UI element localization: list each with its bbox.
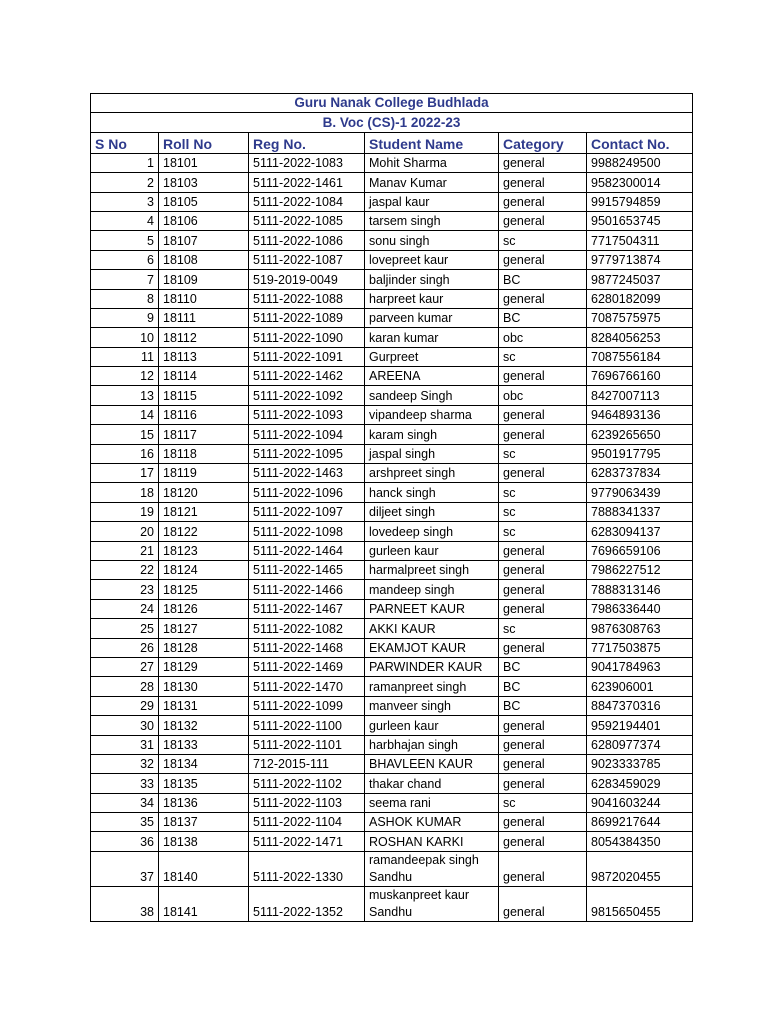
student-name-cell: diljeet singh	[365, 502, 499, 521]
reg-no-cell: 5111-2022-1096	[249, 483, 365, 502]
contact-no-cell: 9988249500	[587, 153, 693, 172]
table-row	[91, 444, 693, 463]
sno-cell: 14	[91, 405, 159, 424]
category-cell: obc	[499, 386, 587, 405]
student-name-cell: ASHOK KUMAR	[365, 813, 499, 832]
contact-no-cell: 7888313146	[587, 580, 693, 599]
sno-cell: 10	[91, 328, 159, 347]
contact-no-cell: 9501917795	[587, 444, 693, 463]
sno-cell: 26	[91, 638, 159, 657]
reg-no-cell: 5111-2022-1461	[249, 173, 365, 192]
table-row	[91, 793, 693, 812]
student-name-cell: gurleen kaur	[365, 541, 499, 560]
contact-no-cell: 8054384350	[587, 832, 693, 851]
sno-cell: 8	[91, 289, 159, 308]
sno-cell: 17	[91, 464, 159, 483]
contact-no-cell: 9592194401	[587, 716, 693, 735]
sno-cell: 18	[91, 483, 159, 502]
reg-no-cell: 5111-2022-1087	[249, 250, 365, 269]
reg-no-cell: 5111-2022-1094	[249, 425, 365, 444]
category-cell: BC	[499, 270, 587, 289]
roll-no-cell: 18106	[159, 211, 249, 230]
contact-no-cell: 6280977374	[587, 735, 693, 754]
table-row	[91, 386, 693, 405]
category-cell: general	[499, 464, 587, 483]
category-cell: sc	[499, 231, 587, 250]
contact-no-cell: 9915794859	[587, 192, 693, 211]
roll-no-cell: 18116	[159, 405, 249, 424]
category-cell: general	[499, 289, 587, 308]
sno-cell: 27	[91, 657, 159, 676]
roll-no-cell: 18117	[159, 425, 249, 444]
table-row	[91, 851, 693, 886]
student-name-cell: arshpreet singh	[365, 464, 499, 483]
reg-no-cell: 5111-2022-1466	[249, 580, 365, 599]
sno-cell: 23	[91, 580, 159, 599]
sno-cell: 16	[91, 444, 159, 463]
sno-cell: 28	[91, 677, 159, 696]
roll-no-cell: 18111	[159, 308, 249, 327]
title-row	[91, 94, 693, 113]
roll-no-cell: 18137	[159, 813, 249, 832]
reg-no-cell: 5111-2022-1463	[249, 464, 365, 483]
table-row	[91, 270, 693, 289]
table-row	[91, 832, 693, 851]
contact-no-cell: 7986227512	[587, 560, 693, 579]
student-name-cell: PARNEET KAUR	[365, 599, 499, 618]
table-row	[91, 677, 693, 696]
student-name-cell: harbhajan singh	[365, 735, 499, 754]
roll-no-cell: 18121	[159, 502, 249, 521]
category-cell: sc	[499, 502, 587, 521]
sno-cell: 36	[91, 832, 159, 851]
student-name-cell: EKAMJOT KAUR	[365, 638, 499, 657]
category-cell: general	[499, 754, 587, 773]
student-name-cell: AREENA	[365, 367, 499, 386]
student-name-cell: lovedeep singh	[365, 522, 499, 541]
category-cell: general	[499, 599, 587, 618]
contact-no-cell: 9815650455	[587, 886, 693, 921]
student-name-cell: gurleen kaur	[365, 716, 499, 735]
student-name-cell: vipandeep sharma	[365, 405, 499, 424]
roll-no-cell: 18127	[159, 619, 249, 638]
reg-no-cell: 5111-2022-1471	[249, 832, 365, 851]
contact-no-cell: 9872020455	[587, 851, 693, 886]
contact-no-cell: 6283737834	[587, 464, 693, 483]
roll-no-cell: 18109	[159, 270, 249, 289]
table-row	[91, 173, 693, 192]
table-row	[91, 308, 693, 327]
contact-no-cell: 9041784963	[587, 657, 693, 676]
table-row	[91, 657, 693, 676]
reg-no-cell: 5111-2022-1468	[249, 638, 365, 657]
header-row	[91, 132, 693, 153]
student-name-cell: jaspal kaur	[365, 192, 499, 211]
category-cell: general	[499, 367, 587, 386]
contact-no-cell: 9501653745	[587, 211, 693, 230]
roll-no-cell: 18115	[159, 386, 249, 405]
sno-cell: 35	[91, 813, 159, 832]
column-header-contact-no: Contact No.	[587, 132, 693, 153]
contact-no-cell: 7986336440	[587, 599, 693, 618]
category-cell: general	[499, 638, 587, 657]
category-cell: sc	[499, 793, 587, 812]
reg-no-cell: 5111-2022-1089	[249, 308, 365, 327]
table-row	[91, 328, 693, 347]
student-name-cell: mandeep singh	[365, 580, 499, 599]
sno-cell: 31	[91, 735, 159, 754]
contact-no-cell: 8847370316	[587, 696, 693, 715]
roll-no-cell: 18135	[159, 774, 249, 793]
category-cell: BC	[499, 696, 587, 715]
roll-no-cell: 18101	[159, 153, 249, 172]
sno-cell: 30	[91, 716, 159, 735]
table-row	[91, 289, 693, 308]
category-cell: general	[499, 716, 587, 735]
contact-no-cell: 9876308763	[587, 619, 693, 638]
sno-cell: 12	[91, 367, 159, 386]
reg-no-cell: 5111-2022-1098	[249, 522, 365, 541]
table-row	[91, 754, 693, 773]
reg-no-cell: 5111-2022-1088	[249, 289, 365, 308]
student-name-cell: AKKI KAUR	[365, 619, 499, 638]
student-name-cell: harmalpreet singh	[365, 560, 499, 579]
table-row	[91, 696, 693, 715]
category-cell: sc	[499, 483, 587, 502]
table-row	[91, 483, 693, 502]
reg-no-cell: 5111-2022-1102	[249, 774, 365, 793]
sno-cell: 38	[91, 886, 159, 921]
category-cell: general	[499, 173, 587, 192]
sno-cell: 9	[91, 308, 159, 327]
roll-no-cell: 18138	[159, 832, 249, 851]
category-cell: general	[499, 813, 587, 832]
reg-no-cell: 5111-2022-1101	[249, 735, 365, 754]
student-name-cell: manveer singh	[365, 696, 499, 715]
contact-no-cell: 9877245037	[587, 270, 693, 289]
sno-cell: 24	[91, 599, 159, 618]
reg-no-cell: 5111-2022-1085	[249, 211, 365, 230]
student-name-cell: BHAVLEEN KAUR	[365, 754, 499, 773]
sno-cell: 20	[91, 522, 159, 541]
sno-cell: 37	[91, 851, 159, 886]
reg-no-cell: 5111-2022-1464	[249, 541, 365, 560]
category-cell: general	[499, 153, 587, 172]
table-row	[91, 580, 693, 599]
contact-no-cell: 623906001	[587, 677, 693, 696]
category-cell: general	[499, 886, 587, 921]
contact-no-cell: 9041603244	[587, 793, 693, 812]
roll-no-cell: 18108	[159, 250, 249, 269]
column-header-category: Category	[499, 132, 587, 153]
table-row	[91, 886, 693, 921]
roll-no-cell: 18123	[159, 541, 249, 560]
student-name-cell: ramanpreet singh	[365, 677, 499, 696]
category-cell: general	[499, 192, 587, 211]
roll-no-cell: 18112	[159, 328, 249, 347]
student-name-cell: hanck singh	[365, 483, 499, 502]
student-name-cell: lovepreet kaur	[365, 250, 499, 269]
college-title: Guru Nanak College Budhlada	[91, 94, 693, 113]
reg-no-cell: 5111-2022-1099	[249, 696, 365, 715]
table-row	[91, 192, 693, 211]
roll-no-cell: 18129	[159, 657, 249, 676]
category-cell: general	[499, 851, 587, 886]
sno-cell: 29	[91, 696, 159, 715]
table-row	[91, 211, 693, 230]
category-cell: general	[499, 211, 587, 230]
student-name-cell: baljinder singh	[365, 270, 499, 289]
contact-no-cell: 7696766160	[587, 367, 693, 386]
sno-cell: 1	[91, 153, 159, 172]
contact-no-cell: 7696659106	[587, 541, 693, 560]
student-name-cell: muskanpreet kaur Sandhu	[365, 886, 499, 921]
roll-no-cell: 18120	[159, 483, 249, 502]
column-header-sno: S No	[91, 132, 159, 153]
reg-no-cell: 5111-2022-1330	[249, 851, 365, 886]
sno-cell: 21	[91, 541, 159, 560]
contact-no-cell: 7717504311	[587, 231, 693, 250]
table-row	[91, 231, 693, 250]
table-row	[91, 425, 693, 444]
contact-no-cell: 6280182099	[587, 289, 693, 308]
reg-no-cell: 5111-2022-1090	[249, 328, 365, 347]
reg-no-cell: 5111-2022-1467	[249, 599, 365, 618]
reg-no-cell: 519-2019-0049	[249, 270, 365, 289]
sno-cell: 13	[91, 386, 159, 405]
roll-no-cell: 18134	[159, 754, 249, 773]
category-cell: sc	[499, 347, 587, 366]
sno-cell: 15	[91, 425, 159, 444]
category-cell: general	[499, 580, 587, 599]
student-name-cell: jaspal singh	[365, 444, 499, 463]
category-cell: BC	[499, 308, 587, 327]
table-row	[91, 464, 693, 483]
category-cell: general	[499, 560, 587, 579]
sno-cell: 19	[91, 502, 159, 521]
student-name-cell: harpreet kaur	[365, 289, 499, 308]
contact-no-cell: 8284056253	[587, 328, 693, 347]
table-row	[91, 522, 693, 541]
roll-no-cell: 18128	[159, 638, 249, 657]
reg-no-cell: 5111-2022-1469	[249, 657, 365, 676]
contact-no-cell: 8427007113	[587, 386, 693, 405]
table-row	[91, 502, 693, 521]
contact-no-cell: 7717503875	[587, 638, 693, 657]
student-name-cell: seema rani	[365, 793, 499, 812]
column-header-student-name: Student Name	[365, 132, 499, 153]
table-row	[91, 367, 693, 386]
reg-no-cell: 5111-2022-1082	[249, 619, 365, 638]
roll-no-cell: 18136	[159, 793, 249, 812]
roll-no-cell: 18114	[159, 367, 249, 386]
student-name-cell: Mohit Sharma	[365, 153, 499, 172]
reg-no-cell: 5111-2022-1086	[249, 231, 365, 250]
contact-no-cell: 9582300014	[587, 173, 693, 192]
contact-no-cell: 7087556184	[587, 347, 693, 366]
roll-no-cell: 18124	[159, 560, 249, 579]
contact-no-cell: 9464893136	[587, 405, 693, 424]
sno-cell: 34	[91, 793, 159, 812]
roll-no-cell: 18118	[159, 444, 249, 463]
column-header-reg-no: Reg No.	[249, 132, 365, 153]
table-row	[91, 250, 693, 269]
table-row	[91, 560, 693, 579]
student-list-table	[90, 93, 693, 922]
category-cell: sc	[499, 619, 587, 638]
table-row	[91, 774, 693, 793]
table-row	[91, 716, 693, 735]
reg-no-cell: 5111-2022-1104	[249, 813, 365, 832]
sno-cell: 6	[91, 250, 159, 269]
contact-no-cell: 7087575975	[587, 308, 693, 327]
table-row	[91, 541, 693, 560]
subtitle-row	[91, 113, 693, 132]
sno-cell: 11	[91, 347, 159, 366]
roll-no-cell: 18113	[159, 347, 249, 366]
category-cell: general	[499, 541, 587, 560]
student-name-cell: sonu singh	[365, 231, 499, 250]
roll-no-cell: 18140	[159, 851, 249, 886]
category-cell: general	[499, 425, 587, 444]
reg-no-cell: 5111-2022-1100	[249, 716, 365, 735]
reg-no-cell: 5111-2022-1084	[249, 192, 365, 211]
category-cell: general	[499, 735, 587, 754]
reg-no-cell: 5111-2022-1092	[249, 386, 365, 405]
reg-no-cell: 5111-2022-1465	[249, 560, 365, 579]
roll-no-cell: 18107	[159, 231, 249, 250]
roll-no-cell: 18126	[159, 599, 249, 618]
sno-cell: 2	[91, 173, 159, 192]
reg-no-cell: 5111-2022-1093	[249, 405, 365, 424]
reg-no-cell: 5111-2022-1103	[249, 793, 365, 812]
sno-cell: 5	[91, 231, 159, 250]
table-row	[91, 638, 693, 657]
table-row	[91, 813, 693, 832]
reg-no-cell: 5111-2022-1091	[249, 347, 365, 366]
table-row	[91, 735, 693, 754]
category-cell: general	[499, 832, 587, 851]
roll-no-cell: 18130	[159, 677, 249, 696]
sno-cell: 33	[91, 774, 159, 793]
sno-cell: 3	[91, 192, 159, 211]
contact-no-cell: 6283094137	[587, 522, 693, 541]
reg-no-cell: 5111-2022-1083	[249, 153, 365, 172]
student-name-cell: karam singh	[365, 425, 499, 444]
roll-no-cell: 18132	[159, 716, 249, 735]
roll-no-cell: 18141	[159, 886, 249, 921]
student-name-cell: thakar chand	[365, 774, 499, 793]
table-row	[91, 153, 693, 172]
contact-no-cell: 9779063439	[587, 483, 693, 502]
contact-no-cell: 8699217644	[587, 813, 693, 832]
student-name-cell: Manav Kumar	[365, 173, 499, 192]
contact-no-cell: 7888341337	[587, 502, 693, 521]
sno-cell: 7	[91, 270, 159, 289]
reg-no-cell: 5111-2022-1095	[249, 444, 365, 463]
category-cell: sc	[499, 444, 587, 463]
contact-no-cell: 9779713874	[587, 250, 693, 269]
reg-no-cell: 712-2015-111	[249, 754, 365, 773]
category-cell: general	[499, 774, 587, 793]
student-name-cell: ROSHAN KARKI	[365, 832, 499, 851]
sno-cell: 32	[91, 754, 159, 773]
contact-no-cell: 6283459029	[587, 774, 693, 793]
table-row	[91, 599, 693, 618]
roll-no-cell: 18110	[159, 289, 249, 308]
reg-no-cell: 5111-2022-1470	[249, 677, 365, 696]
table-row	[91, 347, 693, 366]
category-cell: sc	[499, 522, 587, 541]
student-name-cell: karan kumar	[365, 328, 499, 347]
roll-no-cell: 18125	[159, 580, 249, 599]
reg-no-cell: 5111-2022-1462	[249, 367, 365, 386]
contact-no-cell: 6239265650	[587, 425, 693, 444]
contact-no-cell: 9023333785	[587, 754, 693, 773]
category-cell: general	[499, 250, 587, 269]
reg-no-cell: 5111-2022-1352	[249, 886, 365, 921]
student-name-cell: parveen kumar	[365, 308, 499, 327]
student-name-cell: PARWINDER KAUR	[365, 657, 499, 676]
category-cell: BC	[499, 677, 587, 696]
course-title: B. Voc (CS)-1 2022-23	[91, 113, 693, 132]
roll-no-cell: 18131	[159, 696, 249, 715]
roll-no-cell: 18103	[159, 173, 249, 192]
sno-cell: 25	[91, 619, 159, 638]
column-header-roll-no: Roll No	[159, 132, 249, 153]
student-name-cell: sandeep Singh	[365, 386, 499, 405]
student-name-cell: ramandeepak singh Sandhu	[365, 851, 499, 886]
student-name-cell: tarsem singh	[365, 211, 499, 230]
category-cell: obc	[499, 328, 587, 347]
roll-no-cell: 18105	[159, 192, 249, 211]
category-cell: BC	[499, 657, 587, 676]
roll-no-cell: 18119	[159, 464, 249, 483]
sno-cell: 22	[91, 560, 159, 579]
roll-no-cell: 18133	[159, 735, 249, 754]
sno-cell: 4	[91, 211, 159, 230]
category-cell: general	[499, 405, 587, 424]
student-name-cell: Gurpreet	[365, 347, 499, 366]
table-row	[91, 619, 693, 638]
table-row	[91, 405, 693, 424]
reg-no-cell: 5111-2022-1097	[249, 502, 365, 521]
roll-no-cell: 18122	[159, 522, 249, 541]
